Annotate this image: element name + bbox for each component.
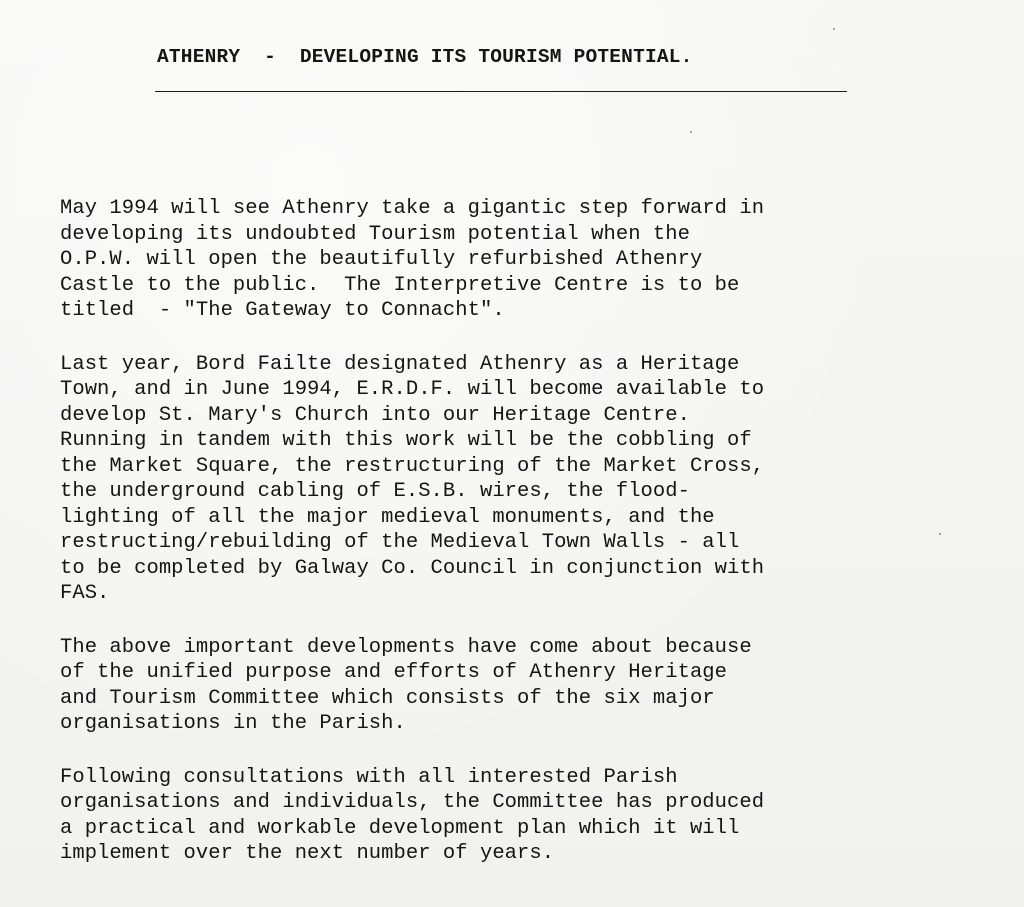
paragraph-development-plan: Following consultations with all interested Parish organisations and individuals, the Committee has produced a practical and workable development plan which it will implement over the next number of years. — [60, 765, 765, 865]
document-body — [60, 196, 990, 867]
paper-speck — [833, 28, 835, 30]
paper-speck — [939, 533, 941, 535]
title-underline — [155, 91, 847, 92]
paragraph-heritage-town: Last year, Bord Failte designated Athenry as a Heritage Town, and in June 1994, E.R.D.F. will become available to develop St. Mary's Church into our Heritage Centre. Running in tandem with this work will be the cobbling of the Market Square, the restructuring of the Market Cross, the underground cabling of E.S.B. wires, the flood- lighting of all the major medieval monuments, and the restructing/rebuilding of the Medieval Town Walls - all to be completed by Galway Co. Council in conjunction with FAS. — [60, 352, 765, 605]
paper-speck — [690, 131, 692, 133]
paragraph-castle-opening: May 1994 will see Athenry take a gigantic step forward in developing its undoubted Tourism potential when the O.P.W. will open the beautifully refurbished Athenry Castle to the public. The Interpretive Centre is to be titled - "The Gateway to Connacht". — [60, 197, 765, 322]
paragraph-committee: The above important developments have come about because of the unified purpose and efforts of Athenry Heritage and Tourism Committee which consists of the six major organisations in the Parish. — [60, 635, 752, 735]
document-title: ATHENRY - DEVELOPING ITS TOURISM POTENTIAL. — [157, 46, 693, 68]
